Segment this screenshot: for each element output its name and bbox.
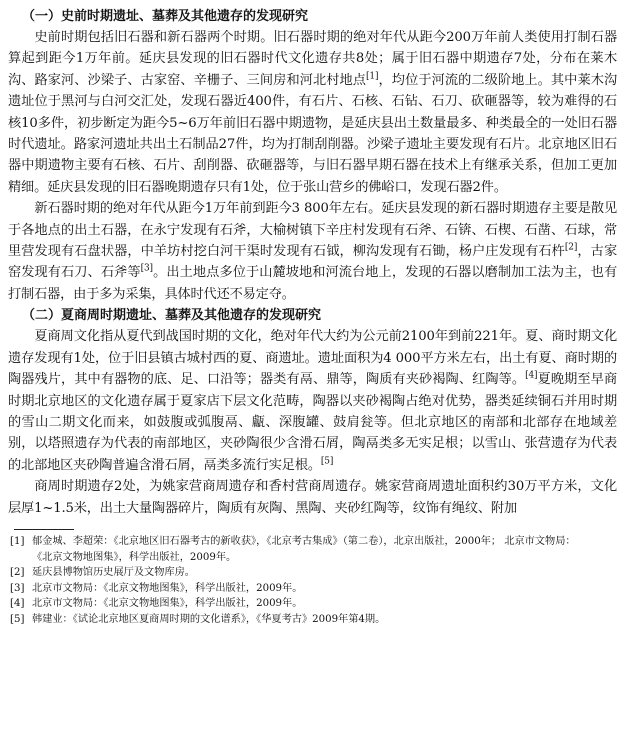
paragraph-text: ，均位于河流的二级阶地上。其中莱木沟遗址位于黑河与白河交汇处，发现石器近400件，有石片、石核、石钻、石刀、砍砸器等，较为难得的石核10多件，初步断定为距今5~6万年前旧石器中期遗物，是延庆县出土数量最多、种类最全的一处旧石器时代遗址。路家河遗址共出土石制品27件，均为打制刮削器。沙梁子遗址主要发现有石片。北京地区旧石器中期遗物主要有石核、石片、刮削器、砍砸器等，与旧石器早期石器在技术上有继承关系，但加工更加精细。延庆县发现的旧石器晚期遗存只有1处，位于张山营乡的佛峪口，发现石器2件。 [8, 72, 617, 195]
paragraph-text: 。出土地点多位于山麓坡地和河流台地上，发现的石器以磨制加工法为主，也有打制石器，由于多为采集，具体时代还不易定夺。 [8, 265, 618, 302]
footnote-reference[interactable]: [4] [525, 370, 538, 381]
footnote-item [8, 534, 617, 550]
footnote-item [8, 581, 617, 597]
footnotes-list [8, 534, 617, 628]
footnote-item [8, 596, 617, 612]
footnote-text: 《北京文物地图集》，科学出版社，2009年。 [32, 551, 237, 563]
footnote-reference[interactable]: [3] [140, 264, 153, 275]
section-heading: （一）史前时期遗址、墓葬及其他遗存的发现研究 [22, 9, 309, 24]
body-paragraph [8, 27, 617, 198]
footnote-divider [14, 529, 74, 530]
footnote-continuation [8, 550, 617, 566]
footnote-number: [1] [10, 535, 25, 547]
body-text [8, 6, 617, 519]
footnote-text: 韩建业：《试论北京地区夏商周时期的文化谱系》，《华夏考古》2009年第4期。 [32, 613, 386, 625]
paragraph-text: 夏商周文化指从夏代到战国时期的文化，绝对年代大约为公元前2100年到前221年。夏、商时期文化遗存发现有1处，位于旧县镇古城村西的夏、商遗址。遗址面积为4 000平方米左右，出土有夏、商时期的陶器残片，其中有器物的底、足、口沿等；器类有鬲、鼎等，陶质有夹砂褐陶、红陶等。 [8, 329, 617, 388]
footnote-text: 北京市文物局：《北京文物地图集》，科学出版社，2009年。 [32, 582, 303, 594]
paragraph-text: 史前时期包括旧石器和新石器两个时期。旧石器时期的绝对年代从距今200万年前人类使用打制石器算起到距今1万年前。延庆县发现的旧石器时代文化遗存共8处；属于旧石器中期遗存7处，分布在莱木沟、路家河、沙梁子、古家窑、辛栅子、三间房和河北村地点 [8, 30, 617, 88]
footnote-text: 北京市文物局：《北京文物地图集》，科学出版社，2009年。 [32, 598, 303, 610]
footnote-number: [4] [10, 598, 25, 610]
body-paragraph [8, 476, 617, 519]
body-paragraph [8, 326, 617, 476]
paragraph-text: 商周时期遗存2处，为姚家营商周遗存和香村营商周遗存。姚家营商周遗址面积约30万平方米，文化层厚1~1.5米，出土大量陶器碎片，陶质有灰陶、黑陶、夹砂红陶等，纹饰有绳纹、附加 [8, 479, 617, 516]
paragraph-text: ，古家窑发现有石刀、石斧等 [8, 244, 617, 281]
footnote-text: 延庆县博物馆历史展厅及文物库房。 [32, 567, 195, 579]
footnote-item [8, 565, 617, 581]
footnote-item [8, 612, 617, 628]
footnote-number: [3] [10, 582, 25, 594]
paragraph-text: 新石器时期的绝对年代从距今1万年前到距今3 800年左右。延庆县发现的新石器时期遗存主要是散见于各地点的出土石器，在永宁发现有石斧，大榆树镇下辛庄村发现有石斧、石锛、石楔、石凿、石球，常里营发现有石盘状器，中羊坊村挖白河干渠时发现有石钺，柳沟发现有石锄，杨户庄发现有石杵 [8, 201, 617, 260]
footnote-number: [5] [10, 613, 25, 625]
footnote-text: 郁金城、李超荣：《北京地区旧石器考古的新收获》，《北京考古集成》（第二卷），北京出版社，2000年； 北京市文物局： [32, 535, 576, 547]
paragraph-text: 夏晚期至早商时期北京地区的文化遗存属于夏家店下层文化范畴，陶器以夹砂褐陶占绝对优势，器类延续铜石并用时期的雪山二期文化而来，如鼓腹或弧腹鬲、甗、深腹罐、鼓肩瓮等。但北京地区的南部和北部存在地域差别，以塔照遗存为代表的南部地区，夹砂陶很少含滑石屑，陶鬲类多无实足根；以雪山、张营遗存为代表的北部地区夹砂陶普遍含滑石屑，鬲类多流行实足根。 [8, 372, 617, 473]
footnote-reference[interactable]: [1] [366, 71, 379, 82]
footnote-number: [2] [10, 567, 25, 579]
footnote-reference[interactable]: [5] [320, 456, 334, 467]
body-paragraph [8, 198, 617, 305]
footnote-reference[interactable]: [2] [564, 242, 578, 253]
section-heading: （二）夏商周时期遗址、墓葬及其他遗存的发现研究 [22, 308, 322, 324]
